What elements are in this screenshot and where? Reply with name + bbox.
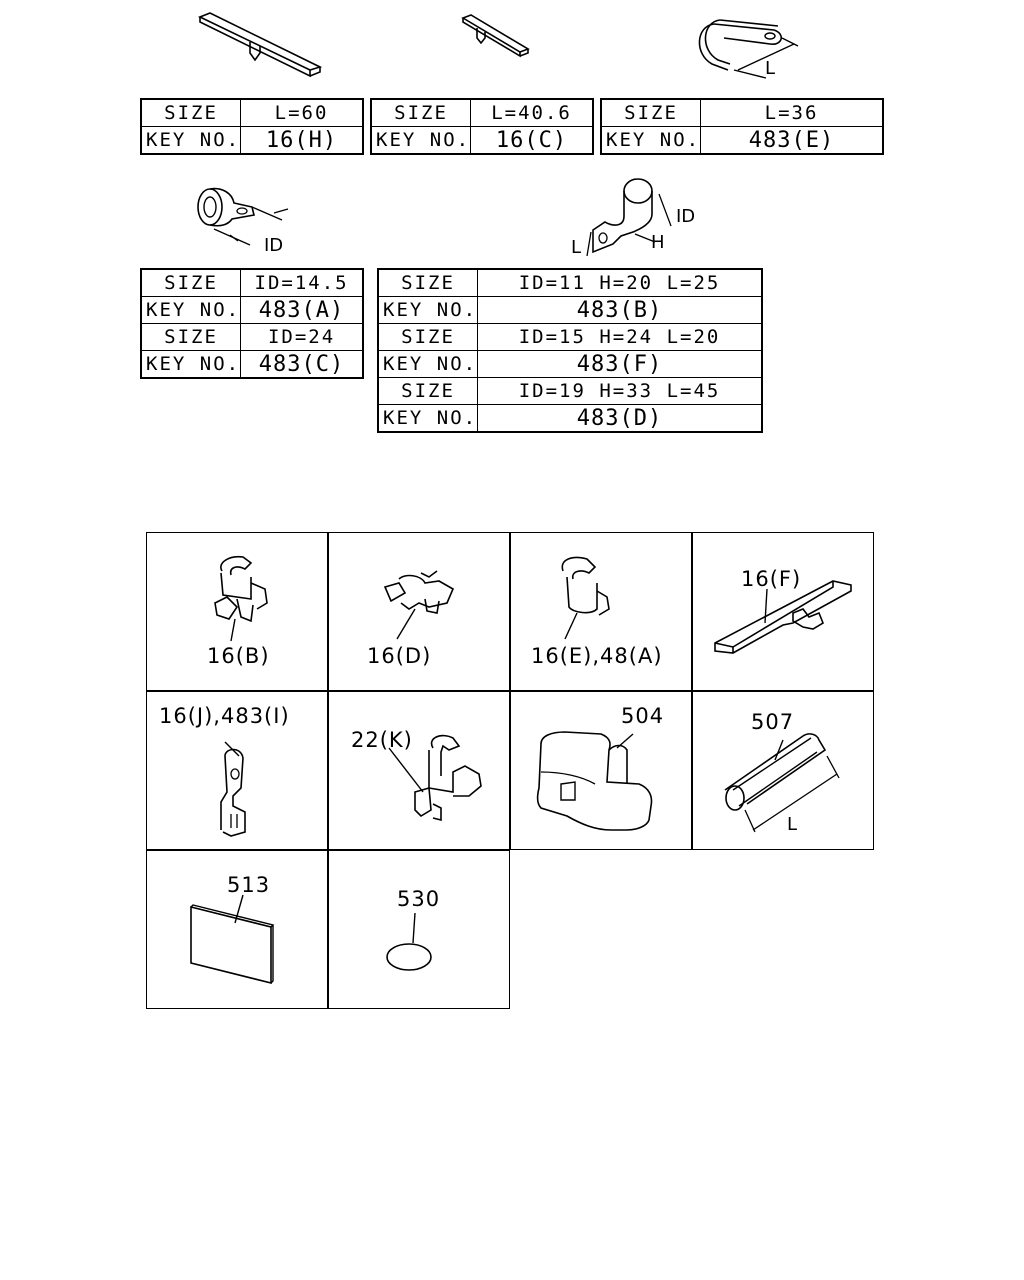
short-clip-drawing [460,12,535,60]
spec-table-3 [600,98,884,155]
spec-table-id [140,268,364,379]
part-cell-16b [146,532,328,691]
clip-16d-drawing [329,533,511,692]
key-label: KEY NO. [141,297,241,324]
size-value: ID=24 [241,324,363,351]
dim-L-label: L [571,237,582,258]
size-value: L=40.6 [471,99,593,127]
dim-L-label: L [787,814,798,835]
callout-16f: 16(F) [741,567,802,591]
size-label: SIZE [141,99,241,127]
callout-16e-48a: 16(E),48(A) [531,644,663,668]
key-value: 483(D) [478,405,762,433]
key-value: 483(C) [241,351,363,379]
size-value: ID=19 H=33 L=45 [478,378,762,405]
cushion-clamp-drawing [192,185,302,255]
part-cell-530 [328,850,510,1009]
key-label: KEY NO. [141,351,241,379]
spec-table-1 [140,98,364,155]
size-label: SIZE [378,324,478,351]
key-label: KEY NO. [601,127,701,155]
dim-ID-label: ID [676,206,696,227]
clip-22k-drawing [329,692,511,851]
key-label: KEY NO. [378,405,478,433]
cap-530-drawing [329,851,511,1010]
part-cell-16e [510,532,692,691]
band-clamp-drawing [694,14,804,79]
callout-513: 513 [227,873,271,897]
dim-L-label: L [765,58,776,79]
key-value: 483(B) [478,297,762,324]
size-value: L=36 [701,99,883,127]
part-cell-16d [328,532,510,691]
part-cell-16j [146,691,328,850]
dim-H-label: H [651,232,665,253]
spec-table-2 [370,98,594,155]
clip-16b-drawing [147,533,329,692]
key-label: KEY NO. [371,127,471,155]
callout-504: 504 [621,704,665,728]
size-label: SIZE [378,378,478,405]
size-value: ID=15 H=24 L=20 [478,324,762,351]
clip-16e-drawing [511,533,693,692]
key-value: 483(A) [241,297,363,324]
size-label: SIZE [141,269,241,297]
grommet-504-drawing [511,692,693,851]
part-cell-507 [692,691,874,850]
clip-16f-drawing [693,533,875,692]
size-label: SIZE [371,99,471,127]
key-value: 16(C) [471,127,593,155]
key-label: KEY NO. [378,297,478,324]
size-value: L=60 [241,99,363,127]
size-value: ID=14.5 [241,269,363,297]
part-cell-22k [328,691,510,850]
part-cell-504 [510,691,692,850]
size-value: ID=11 H=20 L=25 [478,269,762,297]
callout-507: 507 [751,710,795,734]
callout-22k: 22(K) [351,728,413,752]
callout-16j-483i: 16(J),483(I) [159,704,290,728]
p-clamp-drawing [583,176,683,258]
part-cell-16f [692,532,874,691]
size-label: SIZE [378,269,478,297]
callout-16d: 16(D) [367,644,432,668]
size-label: SIZE [141,324,241,351]
key-label: KEY NO. [141,127,241,155]
long-clip-drawing [195,5,325,80]
key-label: KEY NO. [378,351,478,378]
key-value: 483(E) [701,127,883,155]
dim-ID-label: ID [264,235,284,256]
key-value: 483(F) [478,351,762,378]
callout-16b: 16(B) [207,644,270,668]
key-value: 16(H) [241,127,363,155]
size-label: SIZE [601,99,701,127]
part-cell-513 [146,850,328,1009]
spec-table-id-h-l [377,268,763,433]
callout-530: 530 [397,887,441,911]
